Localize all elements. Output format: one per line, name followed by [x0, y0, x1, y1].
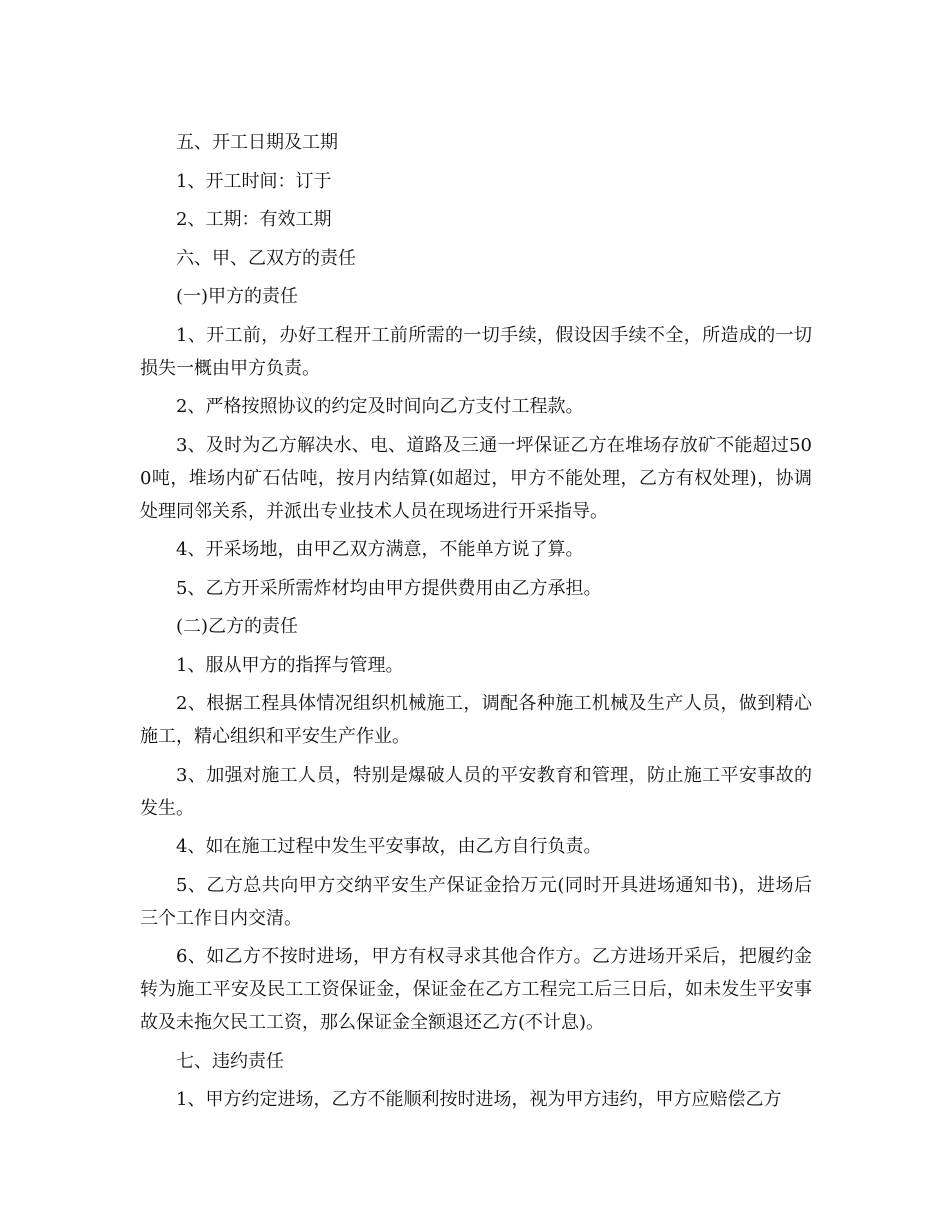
party-b-clause-1: 1、服从甲方的指挥与管理。 [176, 654, 404, 676]
document-page [140, 126, 812, 1122]
party-a-clause-2: 2、严格按照协议的约定及时间向乙方支付工程款。 [176, 396, 584, 417]
party-b-clause-3: 3、加强对施工人员，特别是爆破人员的平安教育和管理，防止施工平安事故的发生。 [140, 764, 812, 819]
clause-start-time: 1、开工时间：订于 [176, 170, 332, 192]
party-b-clause-6: 6、如乙方不按时进场，甲方有权寻求其他合作方。乙方进场开采后，把履约金转为施工平安及民工工资保证金，保证金在乙方工程完工后三日后，如未发生平安事故及未拖欠民工工资，那么保证金全额退还乙方(不计息)。 [140, 946, 812, 1033]
section-heading-7: 七、违约责任 [176, 1050, 284, 1072]
subsection-heading-party-a: (一)甲方的责任 [176, 286, 299, 307]
clause-duration: 2、工期：有效工期 [176, 209, 332, 230]
party-a-clause-3: 3、及时为乙方解决水、电、道路及三通一坪保证乙方在堆场存放矿不能超过500吨，堆场内矿石估吨，按月内结算(如超过，甲方不能处理，乙方有权处理)，协调处理同邻关系，并派出专业技术人员在现场进行开采指导。 [140, 434, 812, 522]
party-b-clause-4: 4、如在施工过程中发生平安事故，由乙方自行负责。 [176, 836, 602, 857]
party-a-clause-5: 5、乙方开采所需炸材均由甲方提供费用由乙方承担。 [176, 577, 602, 599]
breach-clause-1: 1、甲方约定进场，乙方不能顺利按时进场，视为甲方违约，甲方应赔偿乙方 [176, 1089, 782, 1110]
party-a-clause-1: 1、开工前，办好工程开工前所需的一切手续，假设因手续不全，所造成的一切损失一概由甲方负责。 [140, 324, 812, 379]
section-heading-6: 六、甲、乙双方的责任 [176, 247, 356, 269]
party-b-clause-5: 5、乙方总共向甲方交纳平安生产保证金拾万元(同时开具进场通知书)，进场后三个工作日内交清。 [140, 874, 812, 929]
subsection-heading-party-b: (二)乙方的责任 [176, 616, 299, 637]
party-a-clause-4: 4、开采场地，由甲乙双方满意，不能单方说了算。 [176, 539, 584, 560]
party-b-clause-2: 2、根据工程具体情况组织机械施工，调配各种施工机械及生产人员，做到精心施工，精心组织和平安生产作业。 [140, 693, 812, 747]
section-heading-5: 五、开工日期及工期 [176, 132, 338, 153]
